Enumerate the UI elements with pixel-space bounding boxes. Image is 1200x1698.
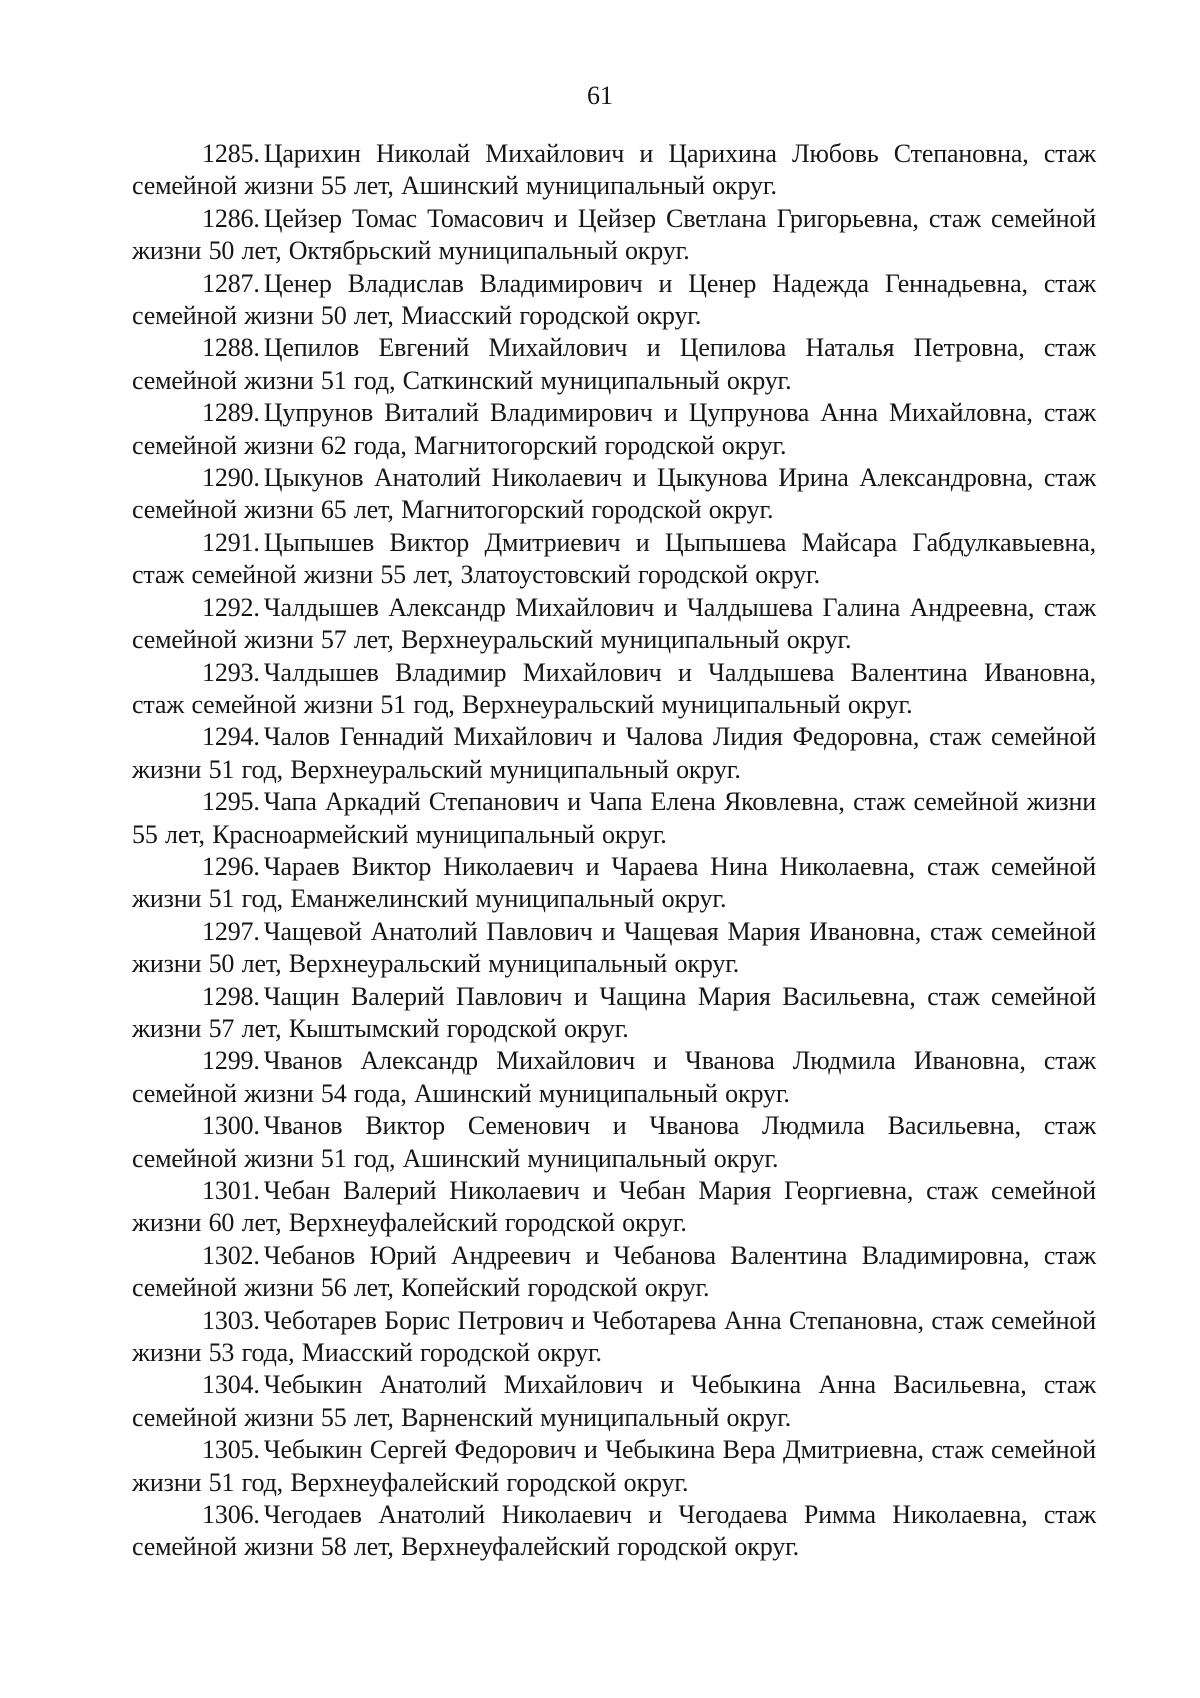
list-item — [132, 462, 1096, 527]
list-item — [132, 1369, 1096, 1434]
entry-text: Ценер Владислав Владимирович и Ценер Надежда Геннадьевна, стаж семейной жизни 50 лет, Миасский городской округ. — [132, 268, 1096, 331]
entry-number: 1305. — [202, 1435, 260, 1465]
entry-text: Чебыкин Сергей Федорович и Чебыкина Вера Дмитриевна, стаж семейной жизни 51 год, Верхнеуфалейский городской округ. — [132, 1435, 1096, 1497]
entry-number: 1299. — [202, 1046, 260, 1076]
list-item — [132, 332, 1096, 397]
entry-number: 1293. — [202, 657, 260, 687]
entry-number: 1295. — [202, 787, 260, 817]
entry-number: 1296. — [202, 851, 260, 881]
entry-text: Чалов Геннадий Михайлович и Чалова Лидия Федоровна, стаж семейной жизни 51 год, Верхнеуральский муниципальный округ. — [132, 722, 1096, 784]
list-item — [132, 1110, 1096, 1175]
list-item — [132, 786, 1096, 851]
entry-number: 1300. — [202, 1111, 260, 1141]
list-item — [132, 592, 1096, 657]
entry-list — [132, 138, 1096, 1564]
entry-text: Цепилов Евгений Михайлович и Цепилова Наталья Петровна, стаж семейной жизни 51 год, Саткинский муниципальный округ. — [132, 333, 1096, 395]
entry-number: 1303. — [202, 1305, 260, 1335]
entry-text: Чапа Аркадий Степанович и Чапа Елена Яковлевна, стаж семейной жизни 55 лет, Красноармейский муниципальный округ. — [132, 787, 1096, 849]
entry-number: 1301. — [202, 1176, 260, 1205]
list-item — [132, 916, 1096, 981]
list-item — [132, 527, 1096, 592]
entry-number: 1288. — [202, 333, 260, 363]
list-item — [132, 851, 1096, 916]
entry-text: Чегодаев Анатолий Николаевич и Чегодаева Римма Николаевна, стаж семейной жизни 58 лет, Верхнеуфалейский городской округ. — [132, 1500, 1096, 1562]
list-item — [132, 657, 1096, 722]
entry-text: Чебанов Юрий Андреевич и Чебанова Валентина Владимировна, стаж семейной жизни 56 лет, Копейский городской округ. — [132, 1240, 1096, 1303]
entry-number: 1290. — [202, 463, 260, 493]
entry-number: 1291. — [202, 527, 260, 557]
list-item — [132, 721, 1096, 786]
entry-text: Чванов Виктор Семенович и Чванова Людмила Васильевна, стаж семейной жизни 51 год, Ашинский муниципальный округ. — [132, 1111, 1096, 1173]
list-item — [132, 268, 1096, 333]
entry-text: Чалдышев Владимир Михайлович и Чалдышева Валентина Ивановна, стаж семейной жизни 51 год, Верхнеуральский муниципальный округ. — [132, 657, 1096, 719]
list-item — [132, 1045, 1096, 1110]
entry-text: Цыкунов Анатолий Николаевич и Цыкунова Ирина Александровна, стаж семейной жизни 65 лет, Магнитогорский городской округ. — [132, 463, 1096, 525]
entry-number: 1289. — [202, 398, 260, 428]
entry-number: 1306. — [202, 1500, 260, 1530]
list-item — [132, 203, 1096, 268]
page-number: 61 — [587, 81, 613, 110]
entry-number: 1286. — [202, 203, 260, 233]
entry-text: Чебыкин Анатолий Михайлович и Чебыкина Анна Васильевна, стаж семейной жизни 55 лет, Варненский муниципальный округ. — [132, 1370, 1096, 1432]
entry-number: 1298. — [202, 981, 260, 1011]
entry-number: 1294. — [202, 722, 260, 752]
entry-number: 1304. — [202, 1370, 260, 1400]
entry-number: 1287. — [202, 268, 260, 298]
list-item — [132, 138, 1096, 203]
list-item — [132, 981, 1096, 1046]
entry-number: 1292. — [202, 592, 260, 622]
list-item — [132, 1175, 1096, 1240]
list-item — [132, 397, 1096, 462]
entry-text: Царихин Николай Михайлович и Царихина Любовь Степановна, стаж семейной жизни 55 лет, Ашинский муниципальный округ. — [132, 139, 1096, 201]
entry-text: Чараев Виктор Николаевич и Чараева Нина Николаевна, стаж семейной жизни 51 год, Еманжелинский муниципальный округ. — [132, 851, 1096, 914]
entry-text: Цыпышев Виктор Дмитриевич и Цыпышева Майсара Габдулкавыевна, стаж семейной жизни 55 лет, Златоустовский городской округ. — [132, 527, 1096, 590]
list-item — [132, 1305, 1096, 1370]
entry-text: Чванов Александр Михайлович и Чванова Людмила Ивановна, стаж семейной жизни 54 года, Ашинский муниципальный округ. — [132, 1046, 1096, 1108]
entry-text: Чалдышев Александр Михайлович и Чалдышева Галина Андреевна, стаж семейной жизни 57 лет, Верхнеуральский муниципальный округ. — [132, 592, 1096, 655]
entry-number: 1302. — [202, 1240, 260, 1270]
list-item — [132, 1434, 1096, 1499]
list-item — [132, 1499, 1096, 1564]
entry-text: Цейзер Томас Томасович и Цейзер Светлана Григорьевна, стаж семейной жизни 50 лет, Октябрьский муниципальный округ. — [132, 203, 1096, 266]
entry-text: Цупрунов Виталий Владимирович и Цупрунова Анна Михайловна, стаж семейной жизни 62 года, Магнитогорский городской округ. — [132, 398, 1096, 460]
entry-text: Чащин Валерий Павлович и Чащина Мария Васильевна, стаж семейной жизни 57 лет, Кыштымский городской округ. — [132, 981, 1096, 1043]
list-item — [132, 1240, 1096, 1305]
entry-number: 1285. — [202, 139, 260, 168]
entry-text: Чебан Валерий Николаевич и Чебан Мария Георгиевна, стаж семейной жизни 60 лет, Верхнеуфалейский городской округ. — [132, 1176, 1096, 1238]
entry-number: 1297. — [202, 916, 260, 946]
entry-text: Чеботарев Борис Петрович и Чеботарева Анна Степановна, стаж семейной жизни 53 года, Миасский городской округ. — [132, 1305, 1096, 1368]
entry-text: Чащевой Анатолий Павлович и Чащевая Мария Ивановна, стаж семейной жизни 50 лет, Верхнеуральский муниципальный округ. — [132, 916, 1096, 979]
